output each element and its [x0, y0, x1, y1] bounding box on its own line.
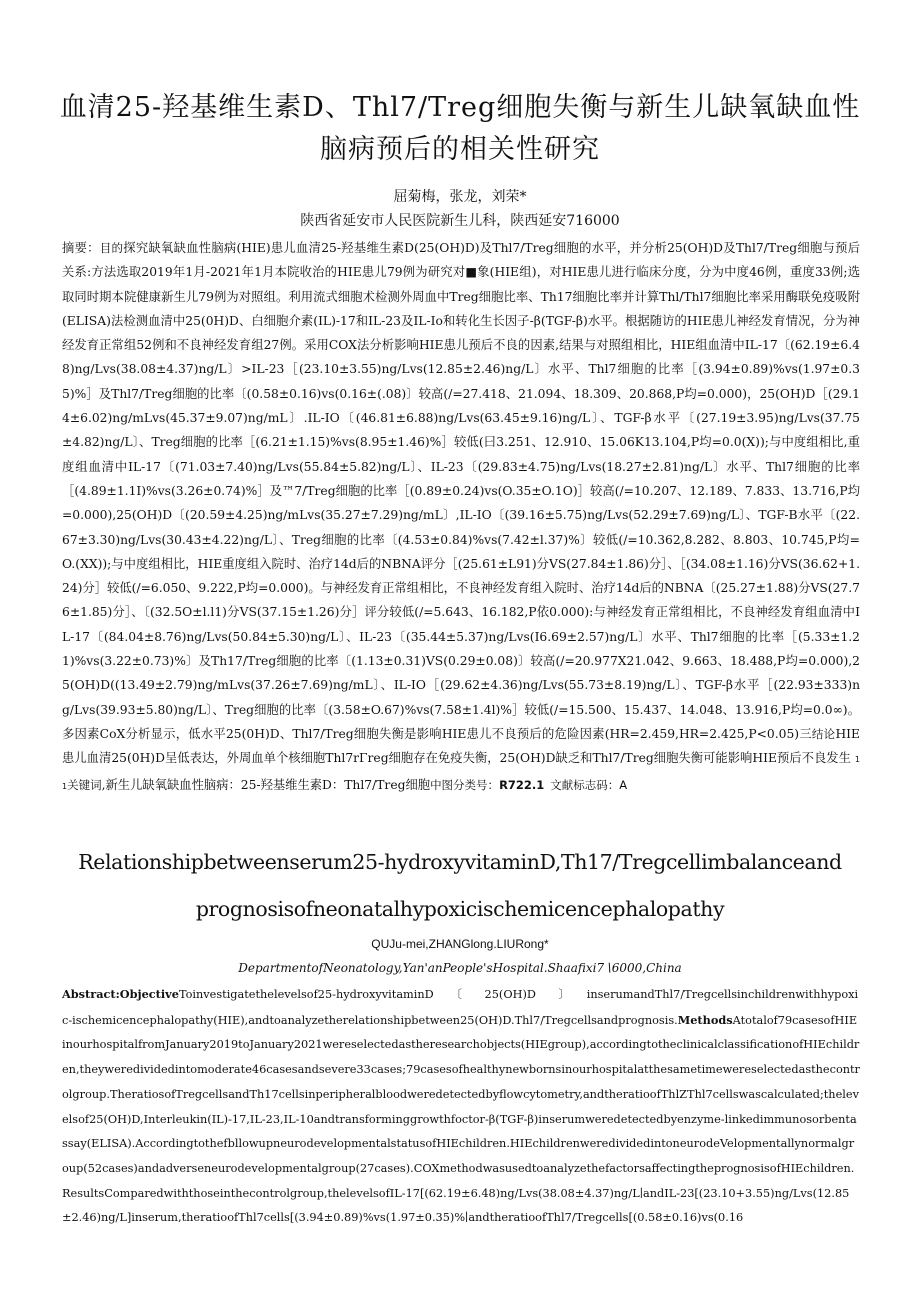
doc-code-label: 文献标志码：	[550, 777, 620, 792]
abstract-label: 摘要：	[62, 241, 100, 255]
conclusion-label: 结论	[811, 726, 836, 741]
conclusion-text: HIE患儿血清25(0H)D呈低表达，外周血单个核细胞Thl7rΓreg细胞存在免疫失衡，25(OH)D缺乏和Thl7/Treg细胞失衡可能影响HIE预后不良发生	[62, 726, 861, 766]
english-affiliation: DepartmentofNeonatology,Yan'anPeople'sHospital.Shaafixi7∖6000,China	[238, 961, 682, 975]
english-title-line-2: prognosisofneonatalhypoxicischemicencephalopathy	[195, 897, 725, 921]
english-abstract	[62, 982, 860, 1231]
english-methods-label: Methods	[677, 1012, 733, 1027]
keywords-text: ,新生儿缺氧缺血性脑病：25-羟基维生素D：Thl7/Treg细胞	[101, 777, 431, 792]
doc-code: A	[619, 777, 628, 792]
affiliation: 陕西省延安市人民医院新生儿科，陕西延安716000	[300, 213, 620, 229]
english-abstract-label: Abstract:Objective	[62, 987, 179, 1001]
keywords-label: 关键词	[67, 777, 102, 792]
reference-marker: 11	[62, 755, 860, 791]
clc-number: R722.1	[499, 777, 545, 792]
english-title-line-1: Relationshipbetweenserum25-hydroxyvitaminD,Th17/Tregcellimbalanceand	[78, 850, 842, 874]
chinese-abstract	[62, 236, 860, 799]
english-methods-text: Atotalof79casesofHIEinourhospitalfromJanuary2019toJanuary2021wereselectedastheresearchobjects(HIEgroup),accordingtotheclinicalclassificationofHIEchildren,theyweredividedintomoderate46casesandsevere33cases;79casesofhealthynewbornsinourhospitalatthesametimewereselectedasthecontrolgroup.TheratiosofTregcellsandTh17cellsinperipheralbloodweredetectedbyflowcytometry,andtheratioofThlZThl7cellswascalculated;thelevelsof25(OH)D,Interleukin(IL)-17,IL-23,IL-10andtransforminggrowthfoctor-β(TGF-β)inserumweredetectedbyenzyme-linkedimmunosorbentassay(ELISA).AccordingtothefbllowupneurodevelopmentalstatusofHIEchildren.HIEchildrenweredividedintoneurodeVelopmentallynormalgroup(52cases)andadverseneurodevelopmentalgroup(27cases).COXmethodwasusedtoanalyzethefactorsaffectingtheprognosisofHIEchildren.ResultsComparedwiththoseinthecontrolgroup,thelevelsofIL-17[(62.19±6.48)ng/Lvs(38.08±4.37)ng/L∣andIL-23[(23.10+3.55)ng/Lvs(12.85±2.46)ng/L]inserum,theratioofThl7cells[(3.94±0.89)%vs(1.97±0.35)%∣andtheratioofThl7/Tregcells[(0.58±0.16)vs(0.16	[62, 1013, 860, 1225]
english-objective-text: Toinvestigatethelevelsof25-hydroxyvitaminD 〔 25(OH)D 〕 inserumandThl7/Tregcellsinchildrenwithhypoxic-ischemicencephalopathy(HIE),andtoanalyzetherelationshipbetween25(OH)D.Thl7/Tregcellsandprognosis.	[62, 988, 859, 1027]
objective-label: 目的	[99, 241, 124, 255]
clc-label: 中图分类号：	[430, 777, 500, 792]
authors: 屈菊梅，张龙，刘荣*	[393, 189, 527, 205]
paper-title-line-1: 血清25-羟基维生素D、Thl7/Treg细胞失衡与新生儿缺氧缺血性	[59, 92, 861, 123]
paper-title-line-2: 脑病预后的相关性研究	[320, 134, 600, 165]
english-authors: QUJu-mei,ZHANGlong.LIURong*	[371, 937, 549, 951]
abstract-body: 探究缺氧缺血性脑病(HIE)患儿血清25-羟基维生素D(25(OH)D)及Thl7/Treg细胞的水平，并分析25(OH)D及Thl7/Treg细胞与预后关系:方法选取2019年1月-2021年1月本院收治的HIE患儿79例为研究对■象(HIE组)，对HIE患儿进行临床分度，分为中度46例，重度33例;选取同时期本院健康新生儿79例为对照组。利用流式细胞术检测外周血中Treg细胞比率、Th17细胞比率并计算Thl/Thl7细胞比率采用酶联免疫吸附(ELISA)法检测血清中25(0H)D、白细胞介素(IL)-17和IL-23及IL-Io和转化生长因子-β(TGF-β)水平。根据随访的HIE患儿神经发育情况，分为神经发育正常组52例和不良神经发育组27例。采用COX法分析影响HIE患儿预后不良的因素,结果与对照组相比，HIE组血清中IL-17〔(62.19±6.48)ng/Lvs(38.08±4.37)ng/L〕>IL-23［(23.10±3.55)ng/Lvs(12.85±2.46)ng/L〕水平、Thl7细胞的比率［(3.94±0.89)%vs(1.97±0.35)%］及Thl7/Treg细胞的比率〔(0.58±0.16)vs(0.16±(.08)〕较高(/=27.418、21.094、18.309、20.868,P均=0.000)，25(OH)D［(29.14±6.02)ng/mLvs(45.37±9.07)ng/mL〕.IL-IO〔(46.81±6.88)ng/Lvs(63.45±9.16)ng/L〕、TGF-β水平〔(27.19±3.95)ng/Lvs(37.75±4.82)ng/L〕、Treg细胞的比率［(6.21±1.15)%vs(8.95±1.46)%］较低(曰3.251、12.910、15.06K13.104,P均=0.0(X));与中度组相比,重度组血清中IL-17〔(71.03±7.40)ng/Lvs(55.84±5.82)ng/L〕、IL-23〔(29.83±4.75)ng/Lvs(18.27±2.81)ng/L〕水平、Thl7细胞的比率［(4.89±1.1I)%vs(3.26±0.74)%］及™7/Treg细胞的比率［(0.89±0.24)vs(O.35±O.1O)］较高(/=10.207、12.189、7.833、13.716,P均=0.000),25(OH)D〔(20.59±4.25)ng/mLvs(35.27±7.29)ng/mL〕,IL-IO〔(39.16±5.75)ng/Lvs(52.29±7.69)ng/L〕、TGF-B水平〔(22.67±3.30)ng/Lvs(30.43±4.22)ng/L〕、Treg细胞的比率〔(4.53±0.84)%vs(7.42±l.37)%〕较低(/=10.362,8.282、8.803、10.745,P均=O.(XX));与中度组相比，HIE重度组入院时、治疗14d后的NBNA评分［(25.61±L91)分VS(27.84±1.86)分］、［(34.08±1.16)分VS(36.62+1.24)分］较低(/=6.050、9.222,P均=0.000)。与神经发育正常组相比，不良神经发育组入院时、治疗14d后的NBNA〔(25.27±1.88)分VS(27.76±1.85)分］、〔(32.5O±l.l1)分VS(37.15±1.26)分］评分较低(/=5.643、16.182,P依0.000):与神经发育正常组相比，不良神经发育组血清中IL-17〔(84.04±8.76)ng/Lvs(50.84±5.30)ng/L〕、IL-23〔(35.44±5.37)ng/Lvs(I6.69±2.57)ng/L〕水平、Thl7细胞的比率［(5.33±1.21)%vs(3.22±0.73)%〕及Th17/Treg细胞的比率〔(1.13±0.31)VS(0.29±0.08)〕较高(/=20.977X21.042、9.663、18.488,P均=0.000),25(OH)D((13.49±2.79)ng/mLvs(37.26±7.69)ng/mL〕、IL-IO［(29.62±4.36)ng/Lvs(55.73±8.19)ng/L〕、TGF-β水平［(22.93±333)ng/Lvs(39.93±5.80)ng/L〕、Treg细胞的比率〔(3.58±O.67)%vs(7.58±1.4l)%］较低(/=15.500、15.437、14.048、13.916,P均=0.0∞)。多因素CoX分析显示，低水平25(0H)D、Thl7/Treg细胞失衡是影响HIE患儿不良预后的危险因素(HR=2.459,HR=2.425,P<0.05)三	[62, 241, 860, 741]
